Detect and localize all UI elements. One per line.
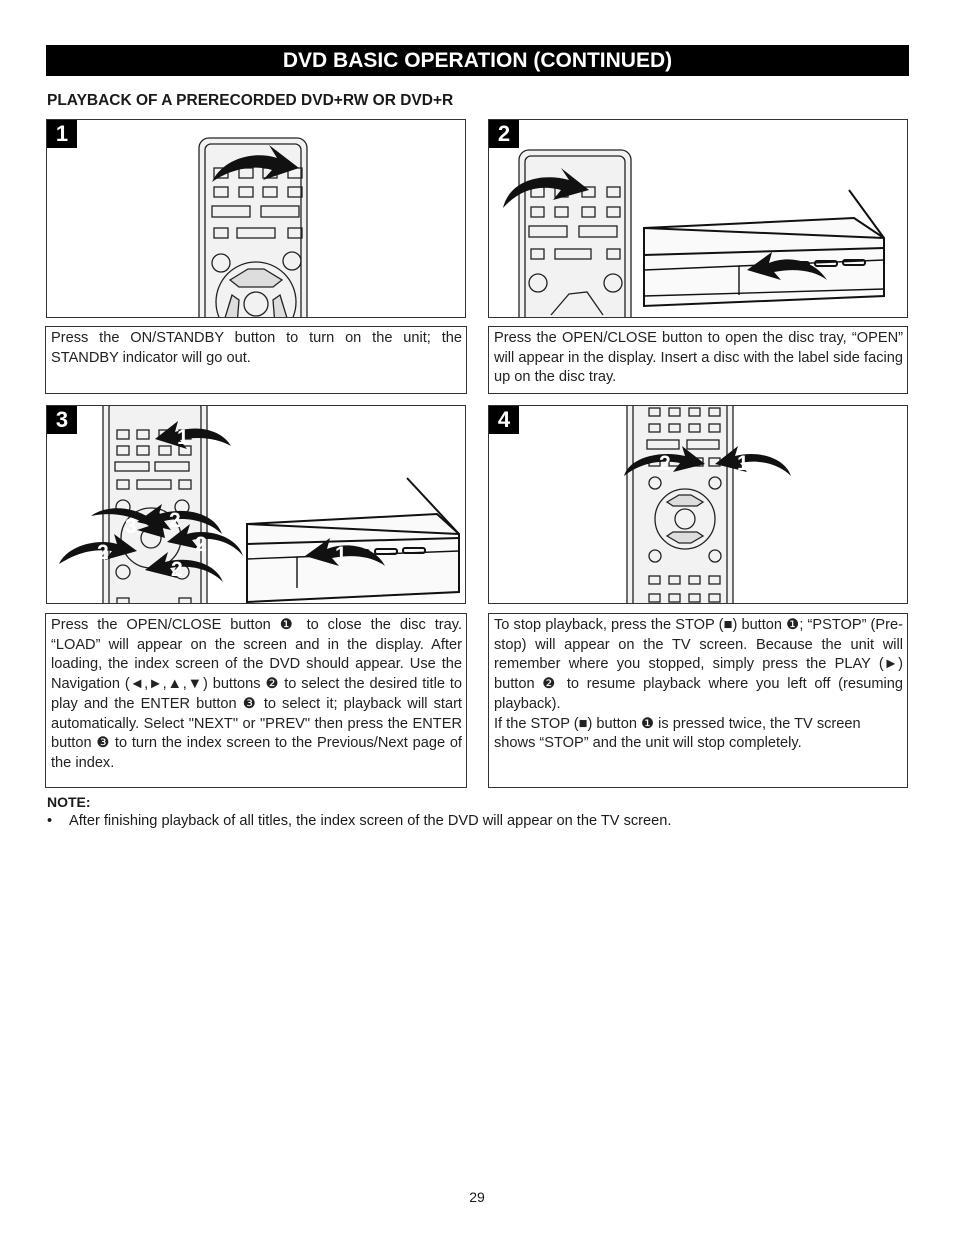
remote-control-illustration xyxy=(47,120,465,317)
step-4-badge: 4 xyxy=(489,406,519,434)
note-title: NOTE: xyxy=(47,794,91,810)
step-4-figure xyxy=(488,405,908,604)
page-title: DVD BASIC OPERATION (CONTINUED) xyxy=(282,49,673,72)
step-2-figure xyxy=(488,119,908,318)
step-3-text: Press the OPEN/CLOSE button ❶ to close the disc tray. “LOAD” will appear on the screen and in the display. After loading, the index screen of the DVD should appear. Use the Navigation (◄,►,▲,▼) buttons ❷ to select the desired title to play and the ENTER button ❸ to select it; playback will start automatically. Select "NEXT" or "PREV" then press the ENTER button ❸ to turn the index screen to the Previous/Next page of the index. xyxy=(51,617,462,771)
step-1-badge: 1 xyxy=(47,120,77,148)
callout-play-label: 2 xyxy=(659,452,671,475)
step-2-badge: 2 xyxy=(489,120,519,148)
step-1-instructions xyxy=(45,326,467,394)
step-2-instructions xyxy=(488,326,908,394)
step-4-text-continued: If the STOP (■) button ❶ is pressed twice, the TV screen shows “STOP” and the unit will stop completely. xyxy=(494,715,861,752)
remote-and-dvd-player-illustration xyxy=(489,120,907,317)
note-text: After finishing playback of all titles, the index screen of the DVD will appear on the TV screen. xyxy=(69,813,672,829)
callout-stop-label: 1 xyxy=(737,452,749,475)
step-4-instructions xyxy=(488,613,908,788)
step-1-figure xyxy=(46,119,466,318)
callout-player-open-close-label: 1 xyxy=(335,543,347,566)
step-4-text: To stop playback, press the STOP (■) button ❶; “PSTOP” (Pre-stop) will appear on the TV screen. Because the unit will remember where you stopped, simply press the PLAY (►) button ❷ to resume playback where you left off (resuming playback). xyxy=(494,617,903,712)
page-header xyxy=(46,45,909,76)
section-title: PLAYBACK OF A PRERECORDED DVD+RW OR DVD+R xyxy=(47,92,454,109)
step-1-text: Press the ON/STANDBY button to turn on the unit; the STANDBY indicator will go out. xyxy=(51,330,462,366)
callout-navigation-right-label: 2 xyxy=(195,533,207,556)
callout-open-close-label: 1 xyxy=(177,426,189,449)
callout-enter-label: 3 xyxy=(125,515,137,538)
page-number: 29 xyxy=(469,1189,485,1205)
note-bullet: • xyxy=(47,813,53,829)
step-2-text: Press the OPEN/CLOSE button to open the disc tray, “OPEN” will appear in the display. Insert a disc with the label side facing up on the disc tray. xyxy=(494,330,903,386)
step-3-instructions xyxy=(45,613,467,788)
step-3-figure xyxy=(46,405,466,604)
step-3-badge: 3 xyxy=(47,406,77,434)
callout-navigation-up-label: 2 xyxy=(169,509,181,532)
note-item xyxy=(47,813,671,829)
callout-navigation-left-label: 2 xyxy=(97,541,109,564)
remote-control-illustration xyxy=(489,406,907,603)
callout-navigation-down-label: 2 xyxy=(171,558,183,581)
remote-and-dvd-player-illustration xyxy=(47,406,465,603)
